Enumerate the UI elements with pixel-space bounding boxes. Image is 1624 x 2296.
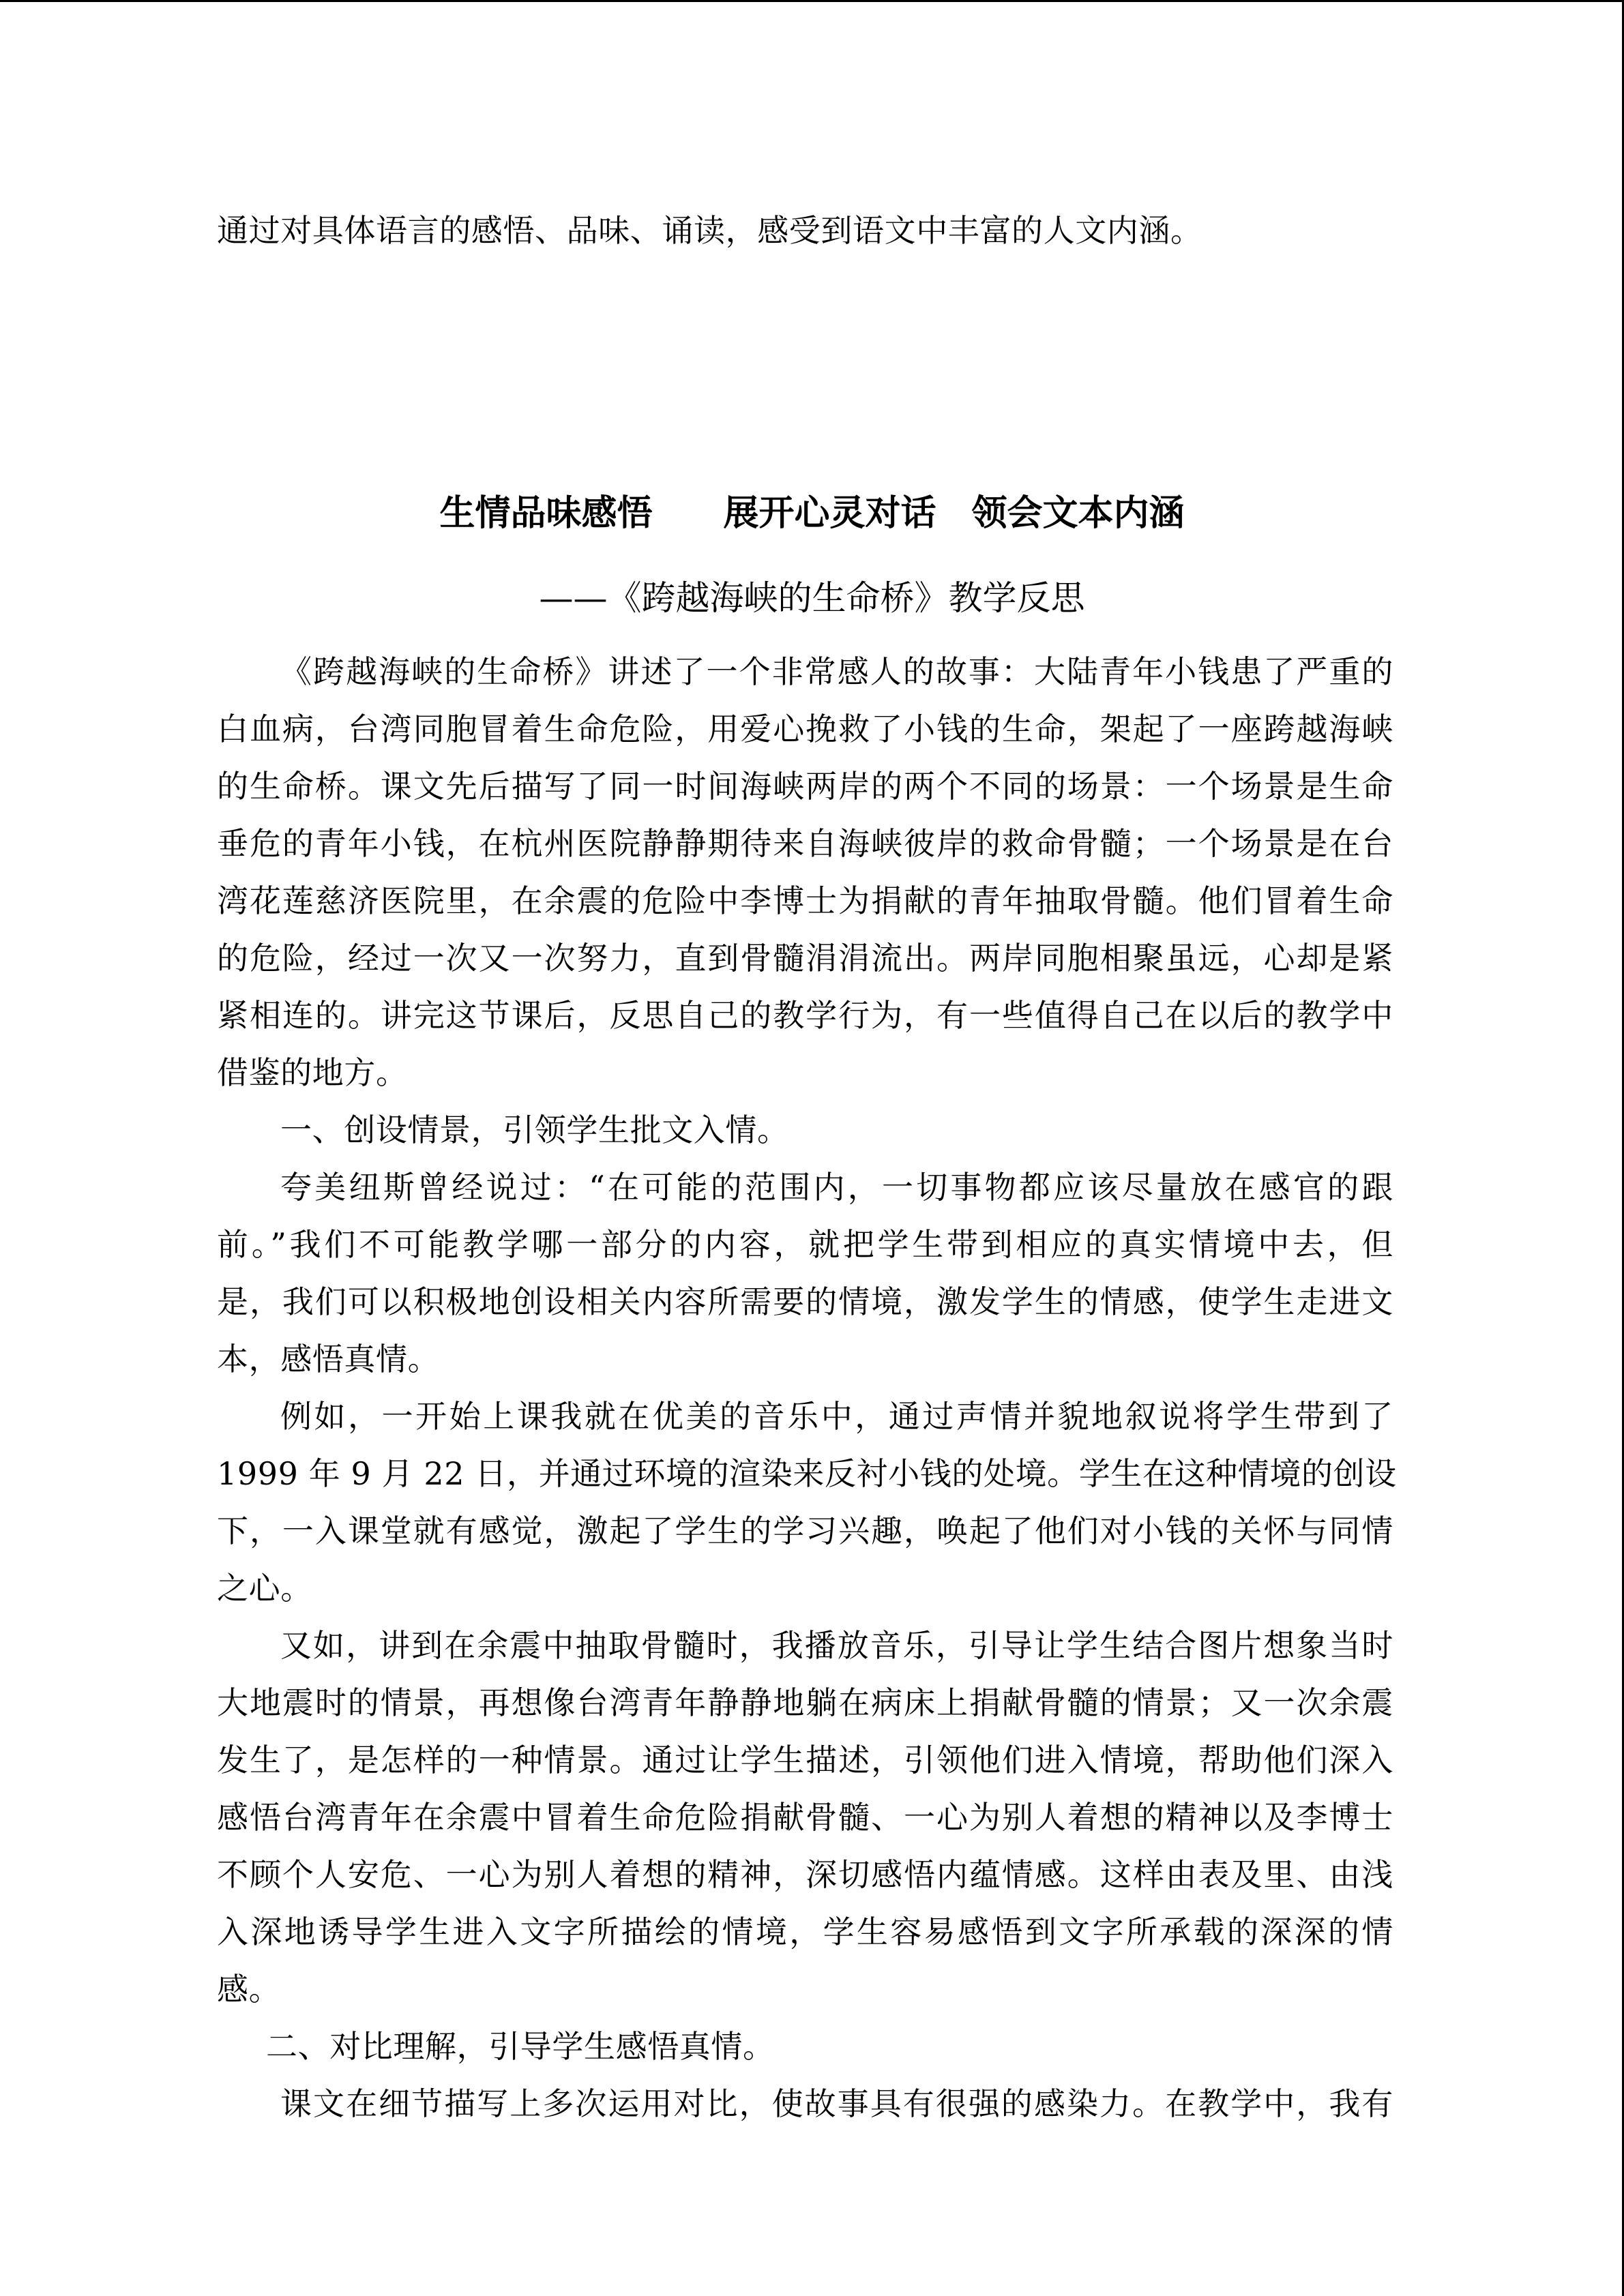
paragraph-1-line: 的危险，经过一次又一次努力，直到骨髓涓涓流出。两岸同胞相聚虽远，心却是紧 bbox=[217, 940, 1393, 976]
paragraph-2-line: 前。”我们不可能教学哪一部分的内容，就把学生带到相应的真实情境中去，但 bbox=[217, 1226, 1393, 1263]
paragraph-4-line: 又如，讲到在余震中抽取骨髓时，我播放音乐，引导让学生结合图片想象当时 bbox=[280, 1627, 1393, 1664]
paragraph-3-line: 之心。 bbox=[217, 1570, 312, 1607]
paragraph-3-line: 1999 年 9 月 22 日，并通过环境的渲染来反衬小钱的处境。学生在这种情境的创设 bbox=[217, 1455, 1397, 1492]
paragraph-2-line: 是，我们可以积极地创设相关内容所需要的情境，激发学生的情感，使学生走进文 bbox=[217, 1283, 1393, 1320]
section-heading-1: 一、创设情景，引领学生批文入情。 bbox=[280, 1112, 789, 1148]
paragraph-2-line: 夸美纽斯曾经说过：“在可能的范围内，一切事物都应该尽量放在感官的跟 bbox=[280, 1169, 1393, 1206]
paragraph-3-line: 例如，一开始上课我就在优美的音乐中，通过声情并貌地叙说将学生带到了 bbox=[280, 1398, 1393, 1435]
paragraph-4-line: 入深地诱导学生进入文字所描绘的情境，学生容易感悟到文字所承载的深深的情 bbox=[217, 1913, 1393, 1950]
paragraph-1-line: 紧相连的。讲完这节课后，反思自己的教学行为，有一些值得自己在以后的教学中 bbox=[217, 997, 1393, 1034]
paragraph-4-line: 不顾个人安危、一心为别人着想的精神，深切感悟内蕴情感。这样由表及里、由浅 bbox=[217, 1856, 1393, 1893]
paragraph-1-line: 垂危的青年小钱，在杭州医院静静期待来自海峡彼岸的救命骨髓；一个场景是在台 bbox=[217, 825, 1393, 862]
paragraph-1-line: 的生命桥。课文先后描写了同一时间海峡两岸的两个不同的场景：一个场景是生命 bbox=[217, 768, 1393, 805]
paragraph-2-line: 本，感悟真情。 bbox=[217, 1341, 440, 1377]
paragraph-4-line: 发生了，是怎样的一种情景。通过让学生描述，引领他们进入情境，帮助他们深入 bbox=[217, 1742, 1393, 1778]
paragraph-1-line: 《跨越海峡的生命桥》讲述了一个非常感人的故事：大陆青年小钱患了严重的 bbox=[280, 653, 1393, 690]
paragraph-4-line: 感。 bbox=[217, 1971, 281, 2008]
paragraph-5-line: 课文在细节描写上多次运用对比，使故事具有很强的感染力。在教学中，我有 bbox=[280, 2085, 1393, 2122]
page-border-top bbox=[0, 0, 1624, 2]
page-title: 生情品味感悟 展开心灵对话 领会文本内涵 bbox=[439, 493, 1185, 534]
paragraph-4-line: 大地震时的情景，再想像台湾青年静静地躺在病床上捐献骨髓的情景；又一次余震 bbox=[217, 1684, 1393, 1721]
page-subtitle: ——《跨越海峡的生命桥》教学反思 bbox=[539, 578, 1085, 618]
paragraph-3-line: 下，一入课堂就有感觉，激起了学生的学习兴趣，唤起了他们对小钱的关怀与同情 bbox=[217, 1512, 1393, 1549]
paragraph-1-line: 白血病，台湾同胞冒着生命危险，用爱心挽救了小钱的生命，架起了一座跨越海峡 bbox=[217, 711, 1393, 747]
intro-line: 通过对具体语言的感悟、品味、诵读，感受到语文中丰富的人文内涵。 bbox=[217, 212, 1202, 249]
paragraph-1-line: 湾花莲慈济医院里，在余震的危险中李博士为捐献的青年抽取骨髓。他们冒着生命 bbox=[217, 882, 1393, 919]
section-heading-2: 二、对比理解，引导学生感悟真情。 bbox=[266, 2028, 775, 2065]
paragraph-4-line: 感悟台湾青年在余震中冒着生命危险捐献骨髓、一心为别人着想的精神以及李博士 bbox=[217, 1799, 1393, 1836]
paragraph-1-line: 借鉴的地方。 bbox=[217, 1054, 408, 1091]
